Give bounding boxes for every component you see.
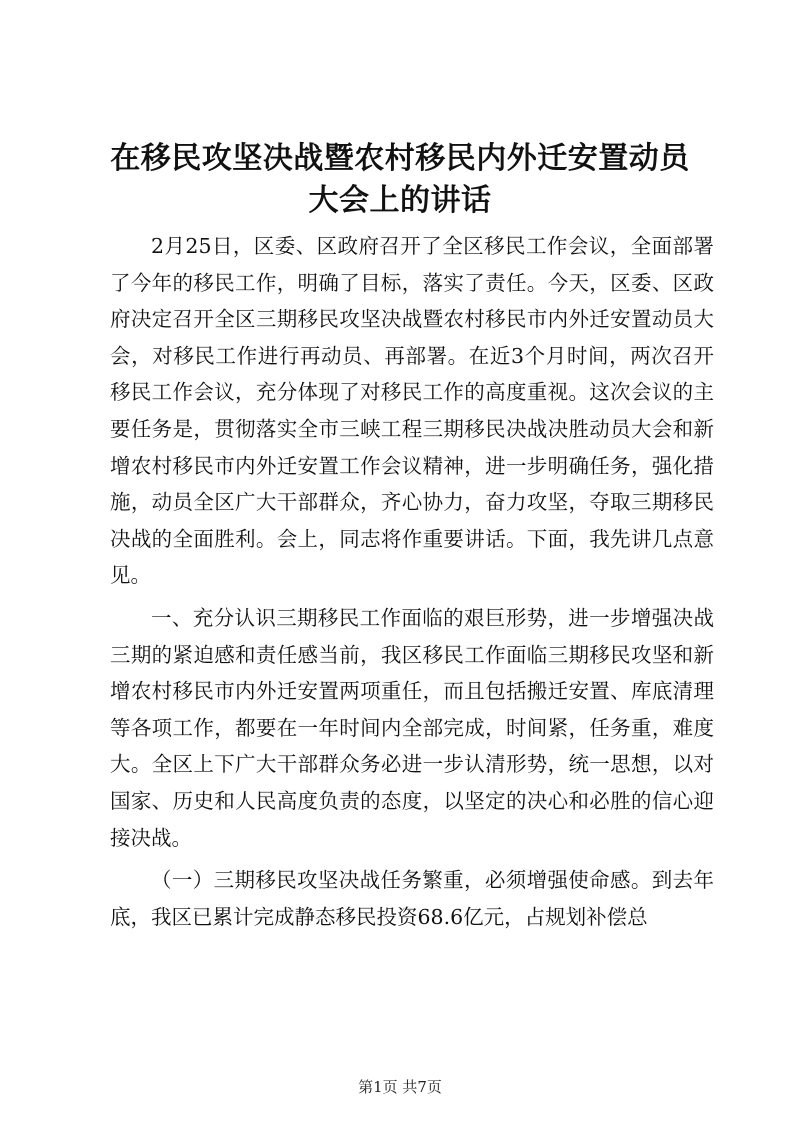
paragraph: 2月25日，区委、区政府召开了全区移民工作会议，全面部署了今年的移民工作，明确了目标，落实了责任。今天，区委、区政府决定召开全区三期移民攻坚决战暨农村移民市内外迁安置动员大会，对移民工作进行再动员、再部署。在近3个月时间，两次召开移民工作会议，充分体现了对移民工作的高度重视。这次会议的主要任务是，贯彻落实全市三峡工程三期移民决战决胜动员大会和新增农村移民市内外迁安置工作会议精神，进一步明确任务，强化措施，动员全区广大干部群众，齐心协力，奋力攻坚，夺取三期移民决战的全面胜利。会上，同志将作重要讲话。下面，我先讲几点意见。 (110, 234, 714, 588)
page-title: 在移民攻坚决战暨农村移民内外迁安置动员大会上的讲话 (110, 141, 690, 218)
paragraph: 一、充分认识三期移民工作面临的艰巨形势，进一步增强决战三期的紧迫感和责任感当前，我区移民工作面临三期移民攻坚和新增农村移民市内外迁安置两项重任，而且包括搬迁安置、库底清理等各项工作，都要在一年时间内全部完成，时间紧，任务重，难度大。全区上下广大干部群众务必进一步认清形势，统一思想，以对国家、历史和人民高度负责的态度，以坚定的决心和必胜的信心迎接决战。 (110, 605, 714, 850)
document-body (110, 228, 714, 941)
page-number-footer: 第1页 共7页 (358, 1078, 442, 1096)
paragraph: （一）三期移民攻坚决战任务繁重，必须增强使命感。到去年底，我区已累计完成静态移民投资68.6亿元，占规划补偿总 (110, 868, 714, 929)
